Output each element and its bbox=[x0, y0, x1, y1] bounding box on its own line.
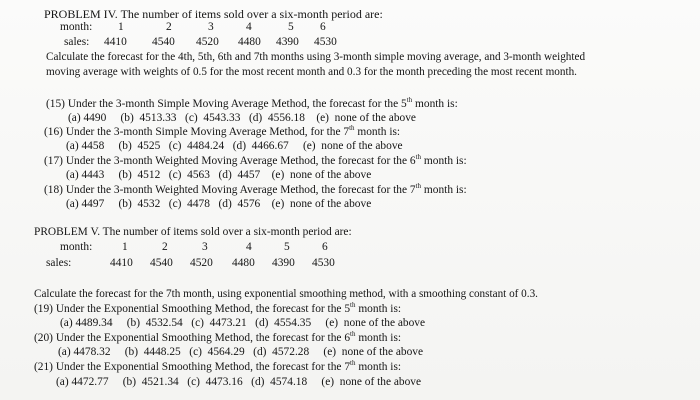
question-18 bbox=[44, 182, 467, 196]
question-18-suffix: month is: bbox=[421, 184, 467, 196]
problem4-sales-2: 4540 bbox=[152, 36, 175, 48]
question-17 bbox=[44, 153, 467, 167]
problem5-sales-6: 4530 bbox=[312, 257, 335, 269]
problem5-sales-1: 4410 bbox=[110, 257, 133, 269]
question-18-text: (18) Under the 3-month Weighted Moving Average Method, the forecast for the 7 bbox=[44, 184, 416, 196]
problem5-sales-4: 4480 bbox=[232, 257, 255, 269]
question-16-sup: th bbox=[349, 124, 355, 133]
problem4-instruction-line2: moving average with weights of 0.5 for the most recent month and 0.3 for the month preceding the most recent month. bbox=[46, 66, 577, 78]
question-19-choices: (a) 4489.34 (b) 4532.54 (c) 4473.21 (d) 4554.35 (e) none of the above bbox=[60, 317, 426, 329]
question-21-suffix: month is: bbox=[355, 361, 402, 373]
question-15 bbox=[46, 96, 458, 110]
problem4-sales-3: 4520 bbox=[196, 36, 219, 48]
problem4-month-6: 6 bbox=[320, 21, 326, 33]
problem5-month-5: 5 bbox=[284, 241, 290, 253]
question-21-choices: (a) 4472.77 (b) 4521.34 (c) 4473.16 (d) 4574.18 (e) none of the above bbox=[56, 376, 422, 388]
question-19-text: (19) Under the Exponential Smoothing Method, the forecast for the 5 bbox=[34, 303, 351, 315]
question-19-suffix: month is: bbox=[355, 303, 402, 315]
question-15-choices: (a) 4490 (b) 4513.33 (c) 4543.33 (d) 4556.18 (e) none of the above bbox=[68, 112, 416, 124]
question-17-choices: (a) 4443 (b) 4512 (c) 4563 (d) 4457 (e) none of the above bbox=[66, 169, 372, 181]
problem4-month-row bbox=[60, 21, 326, 33]
problem5-sales-2: 4540 bbox=[150, 257, 173, 269]
question-16-choices: (a) 4458 (b) 4525 (c) 4484.24 (d) 4466.67 (e) none of the above bbox=[66, 140, 403, 152]
question-16-suffix: month is: bbox=[354, 126, 401, 138]
question-20-suffix: month is: bbox=[355, 332, 402, 344]
problem5-sales-3: 4520 bbox=[190, 257, 213, 269]
problem4-sales-4: 4480 bbox=[238, 36, 261, 48]
question-20 bbox=[34, 330, 402, 344]
problem4-sales-1: 4410 bbox=[104, 36, 127, 48]
question-15-sup: th bbox=[406, 96, 413, 105]
question-17-text: (17) Under the 3-month Weighted Moving Average Method, the forecast for the 6 bbox=[44, 155, 416, 167]
problem5-month-row bbox=[60, 241, 328, 253]
problem4-sales-6: 4530 bbox=[314, 36, 337, 48]
question-21-sup: th bbox=[350, 359, 356, 368]
problem5-month-6: 6 bbox=[322, 241, 328, 253]
question-18-sup: th bbox=[415, 182, 422, 191]
question-15-text: (15) Under the 3-month Simple Moving Average Method, the forecast for the 5 bbox=[46, 98, 407, 110]
problem5-month-2: 2 bbox=[162, 241, 168, 253]
question-19-sup: th bbox=[350, 301, 356, 310]
problem4-month-1: 1 bbox=[118, 21, 124, 33]
question-15-suffix: month is: bbox=[412, 98, 458, 110]
problem5-sales-row bbox=[46, 257, 335, 269]
question-16-text: (16) Under the 3-month Simple Moving Average Method, for the 7 bbox=[44, 126, 350, 138]
question-17-sup: th bbox=[415, 153, 422, 162]
problem4-month-4: 4 bbox=[246, 21, 252, 33]
question-21 bbox=[34, 359, 402, 373]
problem5-month-4: 4 bbox=[246, 241, 252, 253]
problem5-sales-5: 4390 bbox=[272, 257, 295, 269]
problem4-heading: PROBLEM IV. The number of items sold over a six-month period are: bbox=[44, 7, 383, 21]
problem4-instruction-line1: Calculate the forecast for the 4th, 5th, 6th and 7th months using 3-month simple moving average, and 3-month weighted bbox=[46, 51, 586, 63]
problem5-sales-label: sales: bbox=[46, 257, 72, 269]
problem5-month-label: month: bbox=[60, 241, 93, 253]
problem4-month-2: 2 bbox=[166, 21, 172, 33]
problem5-month-3: 3 bbox=[202, 241, 208, 253]
problem5-instruction: Calculate the forecast for the 7th month, using exponential smoothing method, with a smoothing constant of 0.3. bbox=[34, 288, 538, 300]
question-16 bbox=[44, 124, 401, 138]
problem5-month-1: 1 bbox=[122, 241, 128, 253]
question-20-text: (20) Under the Exponential Smoothing Method, the forecast for the 6 bbox=[34, 332, 351, 344]
question-19 bbox=[34, 301, 402, 315]
question-20-choices: (a) 4478.32 (b) 4448.25 (c) 4564.29 (d) 4572.28 (e) none of the above bbox=[58, 346, 424, 358]
question-20-sup: th bbox=[350, 330, 356, 339]
problem4-sales-label: sales: bbox=[64, 36, 90, 48]
problem4-sales-5: 4390 bbox=[276, 36, 299, 48]
question-17-suffix: month is: bbox=[421, 155, 467, 167]
question-18-choices: (a) 4497 (b) 4532 (c) 4478 (d) 4576 (e) none of the above bbox=[66, 198, 372, 210]
question-21-text: (21) Under the Exponential Smoothing Method, the forecast for the 7 bbox=[34, 361, 351, 373]
problem4-month-3: 3 bbox=[208, 21, 214, 33]
problem5-heading: PROBLEM V. The number of items sold over a six-month period are: bbox=[34, 226, 352, 238]
problem4-month-5: 5 bbox=[288, 21, 294, 33]
problem4-sales-row bbox=[64, 36, 337, 48]
problem4-month-label: month: bbox=[60, 21, 93, 33]
